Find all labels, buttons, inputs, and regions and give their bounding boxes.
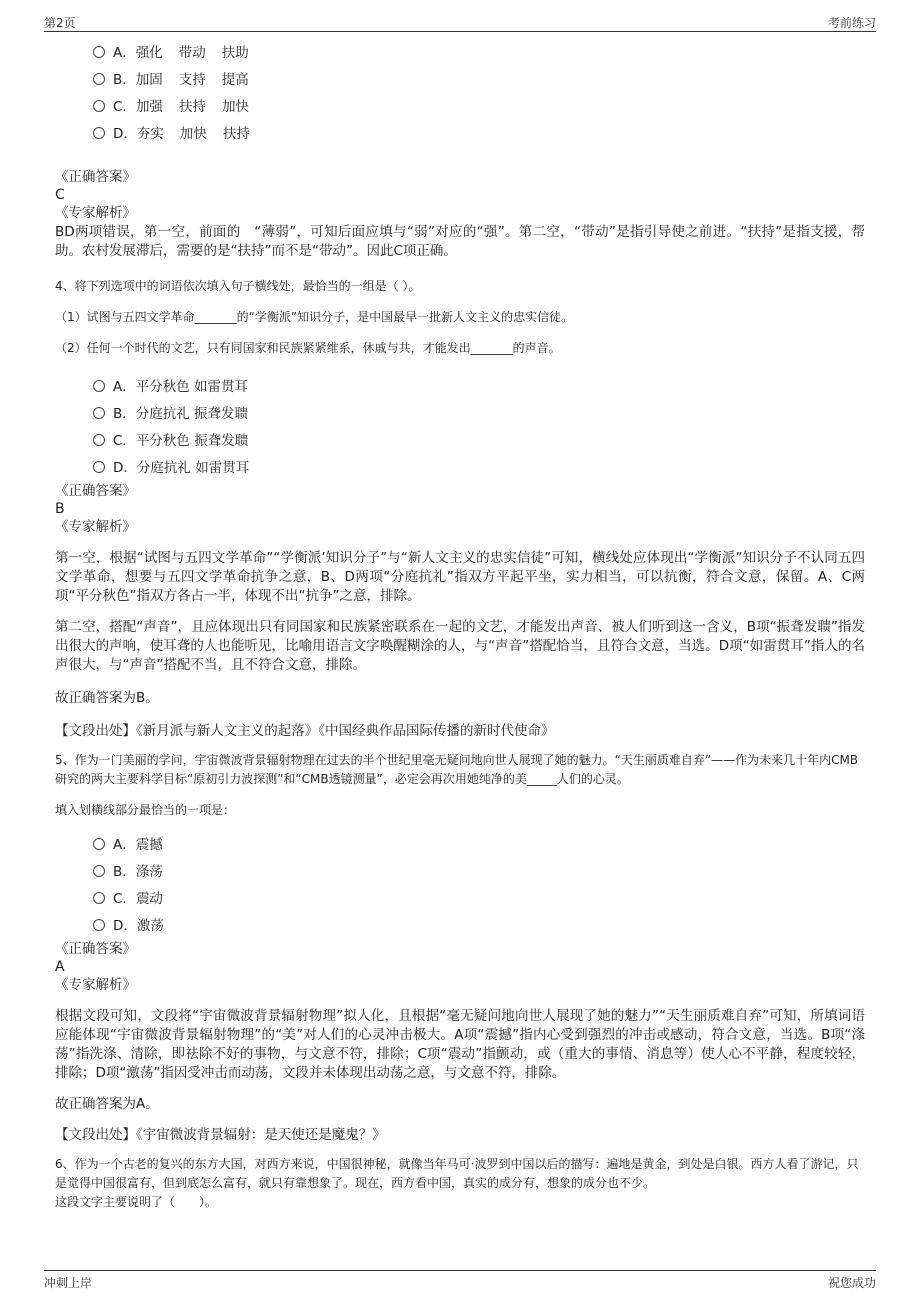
radio-icon[interactable]	[93, 73, 105, 85]
answer-value: B	[55, 501, 65, 517]
question-stem: 4、将下列选项中的词语依次填入句子横线处，最恰当的一组是（ ）。	[55, 279, 421, 293]
question-sentence-2: （2）任何一个时代的文艺，只有同国家和民族紧紧维系，休戚与共，才能发出_______的声音。	[55, 341, 561, 355]
q5-option-d[interactable]: D．激荡	[93, 913, 865, 940]
radio-icon[interactable]	[93, 919, 105, 931]
q3-option-c[interactable]: C．加强 扶持 加快	[93, 94, 865, 121]
radio-icon[interactable]	[93, 461, 105, 473]
radio-icon[interactable]	[93, 838, 105, 850]
footer-left: 冲刺上岸	[44, 1276, 93, 1290]
q3-option-a[interactable]: A．强化 带动 扶助	[93, 40, 865, 67]
answer-label: 《正确答案》	[55, 941, 136, 957]
document-body	[55, 40, 865, 1212]
q4-option-b[interactable]: B．分庭抗礼 振聋发聩	[93, 401, 865, 428]
radio-icon[interactable]	[93, 892, 105, 904]
analysis-paragraph: 根据文段可知，文段将“宇宙微波背景辐射物理”拟人化，且根据“毫无疑问地向世人展现了她的魅力”“天生丽质难自弃”可知，所填词语应能体现“宇宙微波背景辐射物理”的“美”对人们的心灵冲击极大。A项“震撼”指内心受到强烈的冲击或感动，符合文意，当选。B项“涤荡”指洗涤、清除，即祛除不好的事物，与文意不符，排除；C项“震动”指颤动，或（重大的事情、消息等）使人心不平静，程度较轻，排除；D项“激荡”指因受冲击而动荡，文段并未体现出动荡之意，与文意不符，排除。	[55, 1008, 865, 1081]
analysis-label: 《专家解析》	[55, 977, 136, 993]
source-citation: 【文段出处】《新月派与新人文主义的起落》《中国经典作品国际传播的新时代使命》	[55, 723, 555, 739]
q5-options	[93, 832, 865, 940]
radio-icon[interactable]	[93, 100, 105, 112]
q4-option-a[interactable]: A．平分秋色 如雷贯耳	[93, 374, 865, 401]
q5-option-b[interactable]: B．涤荡	[93, 859, 865, 886]
answer-value: C	[55, 187, 65, 203]
header-divider	[44, 31, 876, 32]
q3-option-b[interactable]: B．加固 支持 提高	[93, 67, 865, 94]
q4-options	[93, 374, 865, 482]
question-prompt: 这段文字主要说明了（ ）。	[55, 1195, 218, 1209]
q4-option-c[interactable]: C．平分秋色 振聋发聩	[93, 428, 865, 455]
q3-options	[93, 40, 865, 148]
analysis-label: 《专家解析》	[55, 205, 136, 221]
radio-icon[interactable]	[93, 407, 105, 419]
question-prompt: 填入划横线部分最恰当的一项是：	[55, 803, 236, 817]
radio-icon[interactable]	[93, 865, 105, 877]
conclusion: 故正确答案为B。	[55, 690, 159, 706]
answer-value: A	[55, 959, 65, 975]
answer-label: 《正确答案》	[55, 169, 136, 185]
question-stem: 5、作为一门美丽的学问，宇宙微波背景辐射物理在过去的半个世纪里毫无疑问地向世人展现了她的魅力。“天生丽质难自弃”——作为未来几十年内CMB研究的两大主要科学目标“原初引力波探测”和“CMB透镜测量”，必定会再次用她纯净的美_____人们的心灵。	[55, 753, 859, 786]
source-citation: 【文段出处】《宇宙微波背景辐射：是天使还是魔鬼？》	[55, 1127, 386, 1143]
analysis-label: 《专家解析》	[55, 519, 136, 535]
radio-icon[interactable]	[93, 46, 105, 58]
header-title: 考前练习	[827, 16, 876, 30]
analysis-paragraph: 第一空，根据“试图与五四文学革命”“学衡派’知识分子”与“新人文主义的忠实信徒”可知，横线处应体现出“学衡派”知识分子不认同五四文学革命，想要与五四文学革命抗争之意，B、D两项“分庭抗礼”指双方平起平坐，实力相当，可以抗衡，符合文意，保留。A、C两项“平分秋色”指双方各占一半，体现不出“抗争”之意，排除。	[55, 550, 865, 604]
radio-icon[interactable]	[93, 434, 105, 446]
analysis-paragraph: 第二空，搭配“声音”，且应体现出只有同国家和民族紧密联系在一起的文艺，才能发出声音、被人们听到这一含义，B项“振聋发聩”指发出很大的声响，使耳聋的人也能听见，比喻用语言文字唤醒糊涂的人，与“声音”搭配恰当，且符合文意，当选。D项“如雷贯耳”指人的名声很大，与“声音”搭配不当，且不符合文意，排除。	[55, 619, 865, 673]
q3-option-d[interactable]: D．夯实 加快 扶持	[93, 121, 865, 148]
q4-option-d[interactable]: D．分庭抗礼 如雷贯耳	[93, 455, 865, 482]
conclusion: 故正确答案为A。	[55, 1096, 159, 1112]
q5-option-c[interactable]: C．震动	[93, 886, 865, 913]
footer-divider	[44, 1270, 876, 1271]
question-stem: 6、作为一个古老的复兴的东方大国，对西方来说，中国很神秘，就像当年马可·波罗到中国以后的描写：遍地是黄金，到处是白银。西方人看了游记，只是觉得中国很富有，但到底怎么富有，就只有靠想象了。现在，西方看中国，真实的成分有，想象的成分也不少。	[55, 1157, 859, 1190]
analysis-text: BD两项错误，第一空，前面的 “薄弱”，可知后面应填与“弱”对应的“强”。第二空，“带动”是指引导使之前进。“扶持”是指支援，帮助。农村发展滞后，需要的是“扶持”而不是“带动”。因此C项正确。	[55, 224, 865, 259]
q5-option-a[interactable]: A．震撼	[93, 832, 865, 859]
footer-right: 祝您成功	[827, 1276, 876, 1290]
answer-label: 《正确答案》	[55, 483, 136, 499]
page-header	[44, 12, 876, 32]
radio-icon[interactable]	[93, 127, 105, 139]
radio-icon[interactable]	[93, 380, 105, 392]
page-number: 第2页	[44, 16, 76, 30]
question-sentence-1: （1）试图与五四文学革命_______的“学衡派”知识分子，是中国最早一批新人文主义的忠实信徒。	[55, 310, 574, 324]
